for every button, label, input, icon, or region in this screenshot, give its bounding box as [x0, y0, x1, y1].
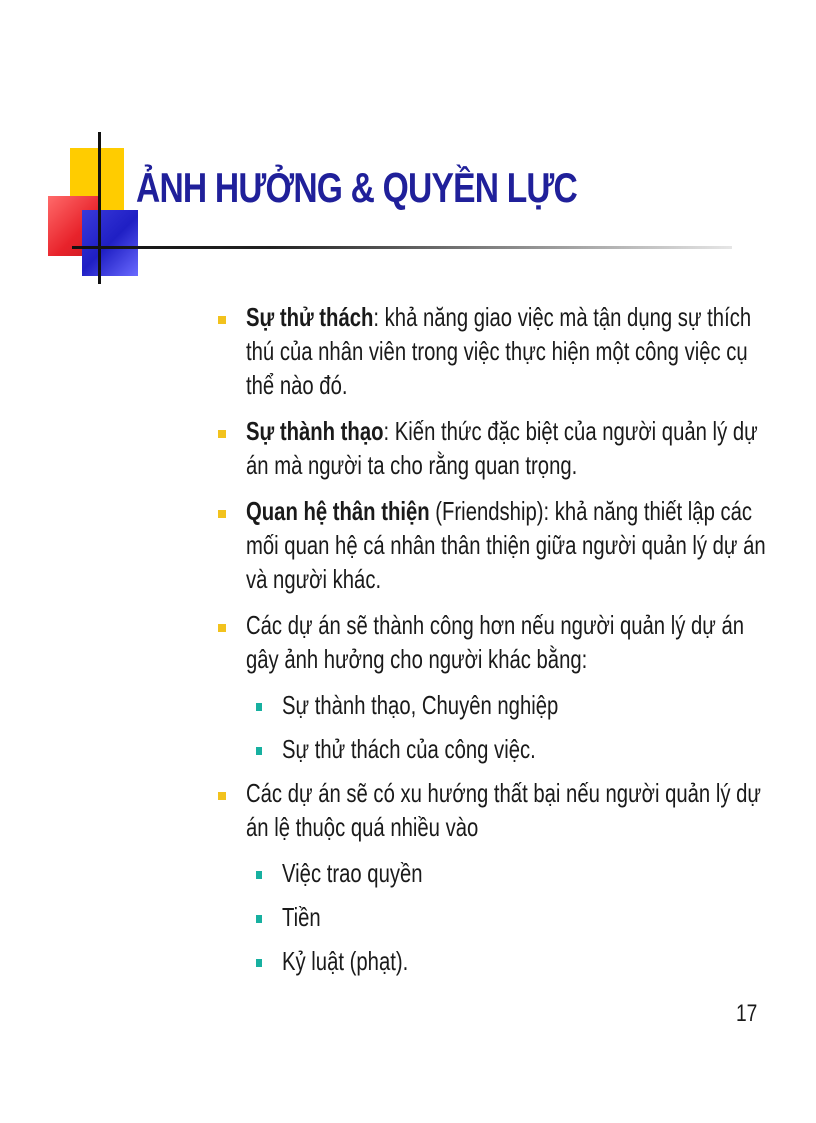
bullet-marker-icon: [218, 792, 226, 800]
bullet-marker-icon: [218, 316, 226, 324]
slide-title: ẢNH HƯỞNG & QUYỀN LỰC: [136, 164, 577, 211]
sub-bullet-marker-icon: [256, 703, 262, 711]
list-item: [216, 300, 776, 402]
bullet-bold-text: Sự thử thách: [246, 302, 374, 332]
page-number: 17: [736, 1000, 758, 1027]
sub-list-item: [216, 856, 776, 890]
sub-bullet-marker-icon: [256, 747, 262, 755]
sub-list-item: [216, 688, 776, 722]
bullet-marker-icon: [218, 430, 226, 438]
sub-bullet-marker-icon: [256, 915, 262, 923]
bullet-text: Các dự án sẽ thành công hơn nếu người quản lý dự án gây ảnh hưởng cho người khác bằng:: [246, 610, 745, 674]
list-item: [216, 414, 776, 482]
list-item: [216, 776, 776, 844]
title-deco-blue-square: [82, 210, 138, 276]
sub-list-item: [216, 732, 776, 766]
bullet-list: [216, 300, 776, 988]
title-deco-vertical-line: [98, 132, 101, 284]
sub-bullet-text: Tiền: [282, 902, 321, 932]
sub-bullet-text: Sự thử thách của công việc.: [282, 734, 536, 764]
list-item: [216, 494, 776, 596]
sub-bullet-marker-icon: [256, 871, 262, 879]
sub-list-item: [216, 944, 776, 978]
bullet-marker-icon: [218, 510, 226, 518]
bullet-bold-text: Quan hệ thân thiện: [246, 496, 430, 526]
list-item: [216, 608, 776, 676]
sub-bullet-text: Việc trao quyền: [282, 858, 423, 888]
sub-bullet-text: Sự thành thạo, Chuyên nghiệp: [282, 690, 559, 720]
bullet-bold-text: Sự thành thạo: [246, 416, 384, 446]
sub-list-item: [216, 900, 776, 934]
bullet-text: : khả năng giao việc mà tận dụng sự thích thú của nhân viên trong việc thực hiện một công việc cụ thể nào đó.: [246, 302, 752, 400]
title-deco-horizontal-line: [72, 246, 732, 249]
bullet-marker-icon: [218, 624, 226, 632]
sub-bullet-marker-icon: [256, 959, 262, 967]
bullet-text: (Friendship): khả năng thiết lập các mối quan hệ cá nhân thân thiện giữa người quản lý dự án và người khác.: [246, 496, 766, 594]
bullet-text: Các dự án sẽ có xu hướng thất bại nếu người quản lý dự án lệ thuộc quá nhiều vào: [246, 778, 761, 842]
bullet-text: : Kiến thức đặc biệt của người quản lý dự án mà người ta cho rằng quan trọng.: [246, 416, 758, 480]
sub-bullet-text: Kỷ luật (phạt).: [282, 946, 409, 976]
